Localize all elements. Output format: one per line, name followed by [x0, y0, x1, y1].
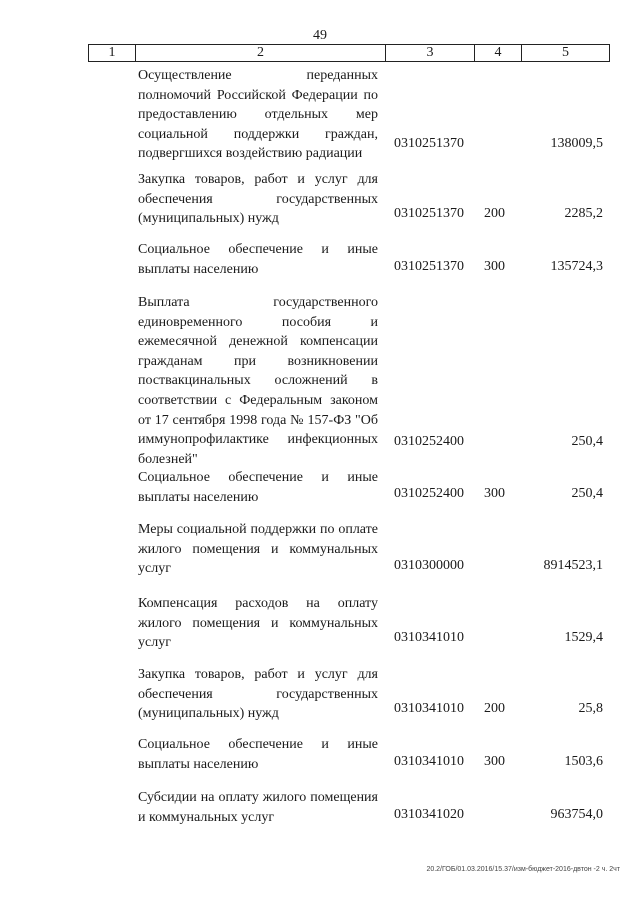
row-description: Закупка товаров, работ и услуг для обеспечения государственных (муниципальных) нужд — [138, 667, 378, 722]
row-expense-type: 200 — [484, 701, 505, 716]
row-description: Социальное обеспечение и иные выплаты населению — [138, 737, 378, 772]
column-header-5: 5 — [562, 45, 569, 60]
row-code: 0310252400 — [394, 486, 464, 501]
row-expense-type: 200 — [484, 206, 505, 221]
row-description: Меры социальной поддержки по оплате жилого помещения и коммунальных услуг — [138, 522, 378, 577]
row-code: 0310341020 — [394, 807, 464, 822]
row-description: Социальное обеспечение и иные выплаты населению — [138, 470, 378, 505]
row-description: Выплата государственного единовременного пособия и ежемесячной денежной компенсации гражданам при возникновении поствакцинальных осложнений в соответствии с Федеральным законом от 17 сентября 1998 года № 157-ФЗ "Об иммунопрофилактике инфекционных болезней" — [138, 295, 378, 467]
row-code: 0310341010 — [394, 701, 464, 716]
row-code: 0310341010 — [394, 630, 464, 645]
row-amount: 8914523,1 — [543, 558, 603, 573]
row-expense-type: 300 — [484, 754, 505, 769]
row-amount: 135724,3 — [550, 259, 603, 274]
row-code: 0310251370 — [394, 206, 464, 221]
row-description: Компенсация расходов на оплату жилого помещения и коммунальных услуг — [138, 596, 378, 651]
row-description: Социальное обеспечение и иные выплаты населению — [138, 242, 378, 277]
row-amount: 2285,2 — [564, 206, 603, 221]
row-code: 0310251370 — [394, 136, 464, 151]
row-amount: 250,4 — [571, 486, 603, 501]
row-description: Осуществление переданных полномочий Российской Федерации по предоставлению отдельных мер социальной поддержки граждан, подвергшихся воздействию радиации — [138, 68, 378, 162]
row-amount: 25,8 — [578, 701, 603, 716]
column-header-1: 1 — [89, 45, 136, 61]
column-header-2: 2 — [136, 45, 386, 61]
row-description: Субсидии на оплату жилого помещения и коммунальных услуг — [138, 790, 378, 825]
row-amount: 250,4 — [571, 434, 603, 449]
row-code: 0310251370 — [394, 259, 464, 274]
column-header-3: 3 — [386, 45, 475, 61]
row-code: 0310300000 — [394, 558, 464, 573]
row-amount: 138009,5 — [550, 136, 603, 151]
page-number: 49 — [313, 28, 327, 43]
document-footer-reference: 20.2/ГОБ/01.03.2016/15.37/изм-бюджет-2016-двтон -2 ч. 2чт — [426, 866, 620, 873]
row-code: 0310252400 — [394, 434, 464, 449]
column-header-4: 4 — [475, 45, 522, 61]
row-description: Закупка товаров, работ и услуг для обеспечения государственных (муниципальных) нужд — [138, 172, 378, 227]
row-code: 0310341010 — [394, 754, 464, 769]
table-header-row — [88, 44, 610, 62]
row-amount: 1529,4 — [564, 630, 603, 645]
row-expense-type: 300 — [484, 259, 505, 274]
row-amount: 963754,0 — [550, 807, 603, 822]
row-expense-type: 300 — [484, 486, 505, 501]
row-amount: 1503,6 — [564, 754, 603, 769]
